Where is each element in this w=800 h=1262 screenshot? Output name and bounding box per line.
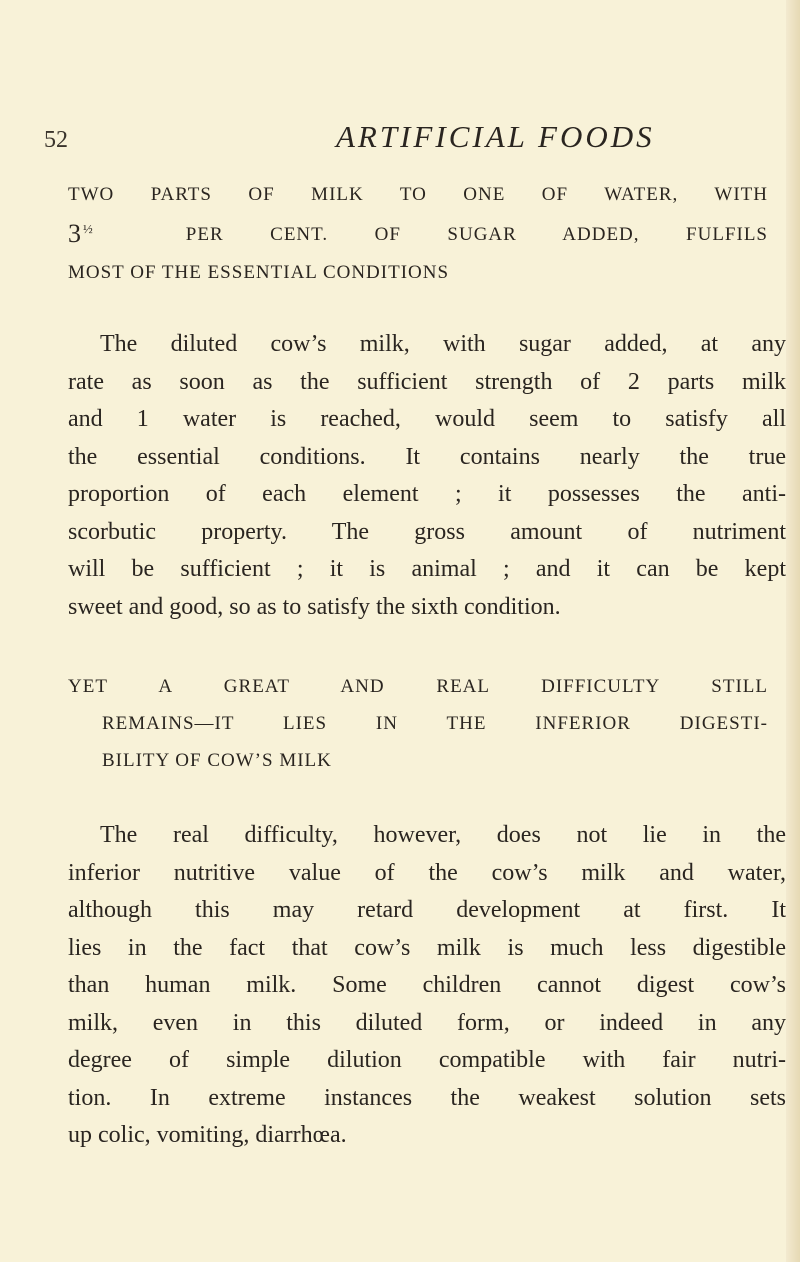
paragraph-line: inferior nutritive value of the cow’s milk and water, (68, 859, 786, 886)
paragraph-line: although this may retard development at first. It (68, 897, 786, 923)
paragraph-line: tion. In extreme instances the weakest solution sets (68, 1084, 786, 1111)
heading-line: $3^{\frac{1}{2}}$ PER CENT. OF SUGAR ADDED, FULFILS (68, 219, 768, 248)
section-heading-2 (68, 668, 768, 779)
heading-line: REMAINS—IT LIES IN THE INFERIOR DIGESTI- (102, 713, 768, 734)
paragraph-line: scorbutic property. The gross amount of nutriment (68, 518, 786, 545)
paragraph-line: proportion of each element ; it possesses the anti- (68, 481, 786, 507)
running-head (44, 119, 684, 159)
paragraph-line: milk, even in this diluted form, or indeed in any (68, 1009, 786, 1036)
paragraph-line: lies in the fact that cow’s milk is much less digestible (68, 934, 786, 961)
page-edge (786, 0, 800, 1262)
heading-line: TWO PARTS OF MILK TO ONE OF WATER, WITH (68, 184, 768, 205)
page-number: 52 (44, 127, 68, 153)
paragraph-line: degree of simple dilution compatible with fair nutri- (68, 1047, 786, 1073)
paragraph-line: will be sufficient ; it is animal ; and it can be kept (68, 556, 786, 582)
section-heading-1 (68, 176, 768, 291)
paragraph-line: and 1 water is reached, would seem to satisfy all (68, 406, 786, 432)
paragraph-line: The diluted cow’s milk, with sugar added, at any (100, 331, 786, 357)
paragraph-1 (68, 326, 786, 626)
heading-line: MOST OF THE ESSENTIAL CONDITIONS (68, 262, 450, 283)
paragraph-line: sweet and good, so as to satisfy the sixth condition. (68, 593, 561, 620)
running-title: ARTIFICIAL FOODS (336, 119, 655, 154)
heading-line: YET A GREAT AND REAL DIFFICULTY STILL (68, 676, 768, 697)
paragraph-line: up colic, vomiting, diarrhœa. (68, 1122, 347, 1148)
paragraph-2 (68, 817, 786, 1155)
paragraph-line: rate as soon as the sufficient strength of 2 parts milk (68, 368, 786, 395)
paragraph-line: The real difficulty, however, does not lie in the (100, 822, 786, 848)
fraction: $3^{\frac{1}{2}}$ (68, 219, 94, 248)
paragraph-line: than human milk. Some children cannot digest cow’s (68, 972, 786, 998)
heading-line: BILITY OF COW’S MILK (102, 750, 332, 771)
paragraph-line: the essential conditions. It contains nearly the true (68, 443, 786, 470)
